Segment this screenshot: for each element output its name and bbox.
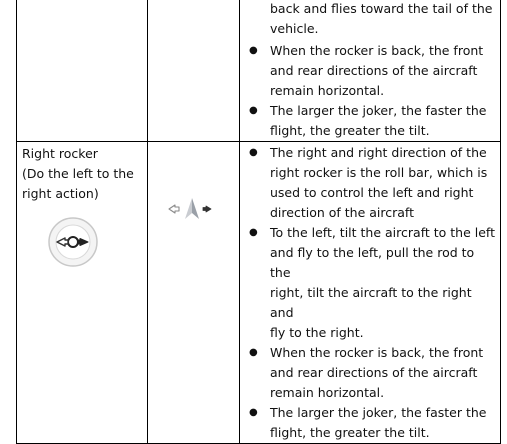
icon-cell <box>148 0 240 142</box>
text-line: remain horizontal. <box>270 83 385 98</box>
description-cell <box>240 142 501 444</box>
text-line: ● The right and right direction of the <box>270 145 487 160</box>
text-line: ● When the rocker is back, the front <box>270 345 484 360</box>
bullet-list <box>240 142 500 443</box>
text-line: Right rocker <box>22 146 98 161</box>
text-line: (Do the left to the <box>22 166 134 181</box>
text-line: flight, the greater the tilt. <box>270 123 430 138</box>
label-cell <box>17 0 148 142</box>
text-line: and rear directions of the aircraft <box>270 63 478 78</box>
label-cell <box>17 142 148 444</box>
text-line: remain horizontal. <box>270 385 385 400</box>
text-line: ● The larger the joker, the faster the <box>270 405 487 420</box>
right-rocker-label <box>17 142 147 204</box>
text-line: and rear directions of the aircraft <box>270 365 478 380</box>
description-cell <box>240 0 501 142</box>
aircraft-roll-arrows-icon <box>166 196 218 222</box>
text-line: ● The larger the joker, the faster the <box>270 103 487 118</box>
text-line: used to control the left and right <box>270 185 474 200</box>
list-item <box>240 101 500 141</box>
text-line: direction of the aircraft <box>270 205 415 220</box>
icon-cell <box>148 142 240 444</box>
text-line: ● When the rocker is back, the front <box>270 43 484 58</box>
text-line: fly to the right. <box>270 325 364 340</box>
continued-line: vehicle. <box>270 21 319 36</box>
control-table <box>16 0 501 444</box>
table-row <box>17 142 501 444</box>
list-item <box>240 343 500 403</box>
table-row <box>17 0 501 142</box>
list-item <box>240 41 500 101</box>
text-line: flight, the greater the tilt. <box>270 425 430 440</box>
continued-line: back and flies toward the tail of the <box>270 1 493 16</box>
text-line: right rocker is the roll bar, which is <box>270 165 488 180</box>
text-line: and fly to the left, pull the rod to the <box>270 245 475 280</box>
text-line: right, tilt the aircraft to the right and <box>270 285 472 320</box>
text-line: ● To the left, tilt the aircraft to the left <box>270 225 495 240</box>
bullet-list <box>240 39 500 141</box>
joystick-left-right-icon <box>47 216 99 268</box>
list-item <box>240 223 500 343</box>
list-item <box>240 403 500 443</box>
list-item <box>240 143 500 223</box>
text-line: right action) <box>22 186 99 201</box>
